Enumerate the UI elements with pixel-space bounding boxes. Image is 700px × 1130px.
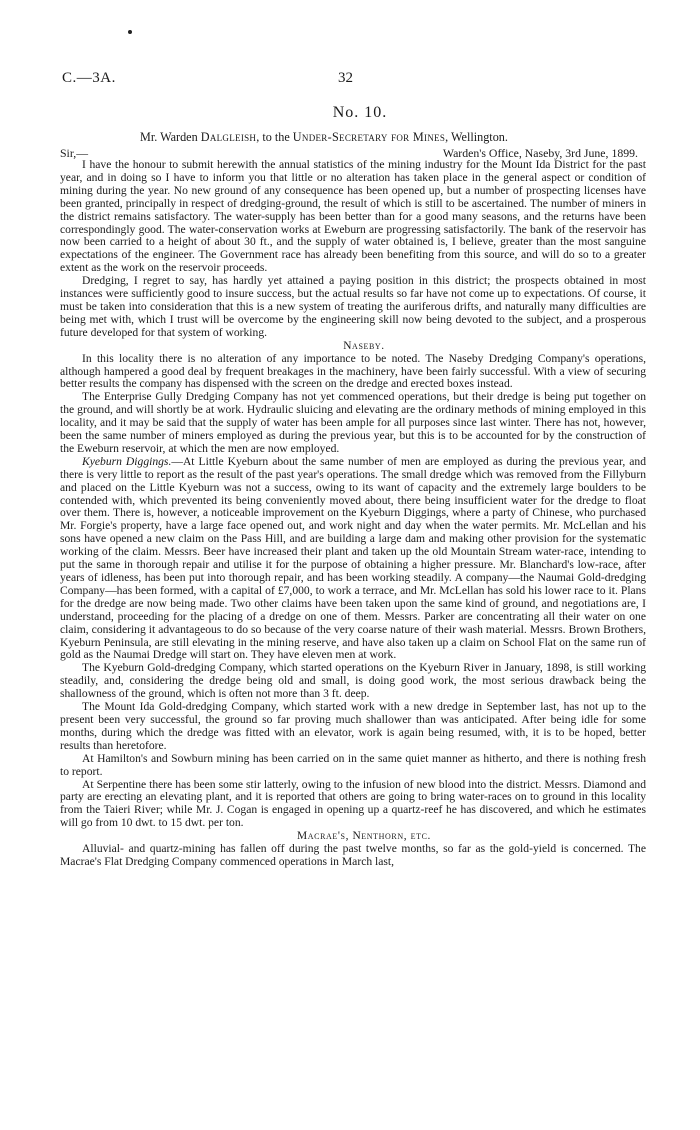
paragraph: The Kyeburn Gold-dredging Company, which started operations on the Kyeburn River in January, 1898, is still working steadily, and, considering the dredge being old and small, is doing good work, the most serious drawback being the shallowness of the ground, which is often not more than 3 ft. deep.	[60, 661, 646, 701]
document-number: No. 10.	[332, 104, 388, 121]
address-middle: , to the	[256, 130, 290, 144]
page-number: 32	[338, 70, 353, 86]
paragraph: At Serpentine there has been some stir latterly, owing to the infusion of new blood into the district. Messrs. Diamond and party are erecting an elevating plant, and it is reported that others are going to bring water-races on to ground in this locality from the Taieri River; while Mr. J. Cogan is engaged in opening up a quartz-reef he has discovered, and which he estimates will go from 10 dwt. to 15 dwt. per ton.	[60, 777, 646, 830]
report-reference: C.—3A.	[62, 70, 116, 86]
ink-speck	[128, 30, 132, 34]
paragraph: Alluvial- and quartz-mining has fallen off during the past twelve months, so far as the gold-yield is concerned. The Macrae's Flat Dredging Company commenced operations in March last,	[60, 842, 646, 868]
section-heading-naseby: Naseby.	[343, 339, 385, 352]
letter-body	[60, 159, 646, 869]
address-line	[140, 130, 508, 145]
section-heading-macrae: Macrae's, Nenthorn, etc.	[297, 830, 431, 843]
recipient-title: Under-Secretary for Mines	[292, 130, 446, 144]
address-suffix: , Wellington.	[445, 130, 508, 144]
paragraph: I have the honour to submit herewith the annual statistics of the mining industry for the Mount Ida District for the past year, and in doing so I have to inform you that little or no alteration has taken place in the general aspect or condition of mining during the year. No new ground of any consequence has been opened up, but a number of prospecting licenses have been granted, principally in respect of dredging-ground, the result of which is still to be ascertained. The number of miners in the district remains satisfactory. The water-supply has been better than for a good many seasons, and the returns have been correspondingly good. The water-conservation works at Eweburn are progressing satisfactorily. The bank of the reservoir has now been carried to a height of about 30 ft., and the supply of water obtained is, I believe, greater than the most sanguine expectations of the engineer. The Government race has already been benefiting from this source, and will do so to a greater extent as the work on the reservoir proceeds.	[60, 158, 646, 275]
address-prefix: Mr. Warden	[140, 130, 198, 144]
kyeburn-text: —At Little Kyeburn about the same number of men are employed as during the previous year, and there is very little to report as the result of the past year's operations. The small dredge which was removed from the Fillyburn and placed on the Little Kyeburn was not a success, owing to its want of capacity and the extremely large boulders to be contended with, which prevented its being conveniently moved about, there being insufficient water for the dredge to float over them. There is, however, a noticeable improvement on the Kyeburn Diggings, where a party of Chinese, who purchased Mr. Forgie's property, have a large face opened out, and work night and day when the water permits. Mr. McLellan and his sons have opened a new claim on the Pass Hill, and are building a large dam and making other provision for the systematic working of the claim. Messrs. Beer have increased their plant and taken up the old Mountain Stream water-race, intending to put the same in thorough repair and utilise it for the purpose of obtaining a higher pressure. Mr. Blanchard's low-race, after years of idleness, has been put into thorough repair, and has been working steadily. A company—the Naumai Gold-dredging Company—has been formed, with a capital of £7,000, to work a terrace, and Mr. McLellan has sold his lower race to it. Plans for the dredge are now being made. Two other claims have been taken upon the same kind of ground, and negotiations are, I understand, proceeding for the placing of a dredge on one of them. Messrs. Parker are concentrating all their water on one claim, considering it advantageous to do so because of the very coarse nature of their wash material. Messrs. Brown Brothers, Kyeburn Peninsula, are still elevating in the mining reserve, and have also taken up a claim on School Flat on the same run of gold as the Naumai Dredge will start on. They have eleven men at work.	[60, 454, 646, 662]
kyeburn-runhead: Kyeburn Diggings.	[82, 454, 172, 468]
paragraph: The Enterprise Gully Dredging Company has not yet commenced operations, but their dredge is being put together on the ground, and will shortly be at work. Hydraulic sluicing and elevating are the ordinary methods of mining employed in this locality, and it may be said that the supply of water has been ample for all purposes since last winter. There has not, however, been the same number of miners employed as during the previous year, but this is to be accounted for by the construction of the Eweburn reservoir, at which the men are now employed.	[60, 390, 646, 455]
salutation: Sir,—	[60, 146, 89, 160]
office-dateline: Warden's Office, Naseby, 3rd June, 1899.	[442, 146, 638, 160]
paragraph-kyeburn	[60, 456, 646, 663]
paragraph: At Hamilton's and Sowburn mining has been carried on in the same quiet manner as hitherto, and there is nothing fresh to report.	[60, 751, 646, 778]
paragraph: Dredging, I regret to say, has hardly yet attained a paying position in this district; the prospects obtained in most instances were sufficiently good to insure success, but the actual results so far have not come up to expectations. Of course, it must be taken into consideration that this is a new system of treating the auriferous drifts, and naturally many difficulties are being met with, which I trust will be overcome by the engineering skill now being devoted to the subject, and a prosperous future developed for that system of working.	[60, 274, 646, 339]
warden-name: Dalgleish	[200, 130, 257, 144]
paragraph: In this locality there is no alteration of any importance to be noted. The Naseby Dredging Company's operations, although hampered a good deal by frequent breakages in the machinery, have been fairly successful. With a view of securing better results the company has dispensed with the screen on the dredge and erected boxes instead.	[60, 351, 646, 391]
paragraph: The Mount Ida Gold-dredging Company, which started work with a new dredge in September last, has not up to the present been very successful, the ground so far proving much shallower than was anticipated. After being idle for some months, during which the dredge was fitted with an elevator, work is again being resumed, with, it is to be hoped, better results than heretofore.	[60, 700, 646, 752]
